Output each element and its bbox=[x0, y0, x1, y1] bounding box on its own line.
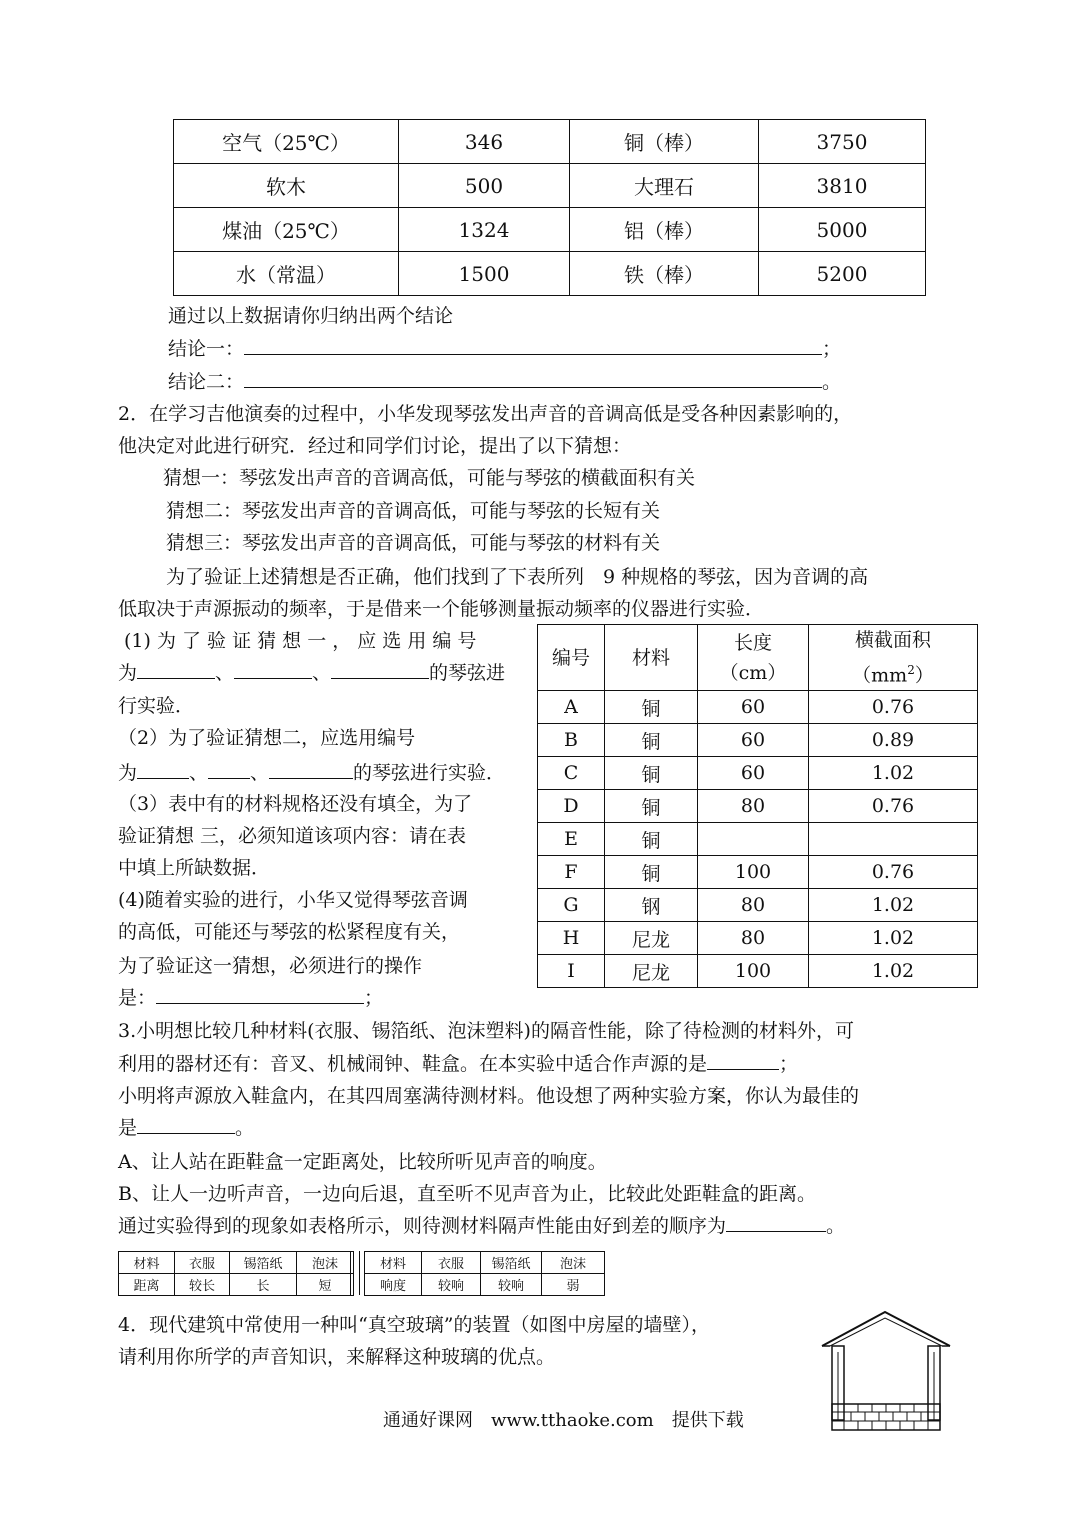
header-length-unit: （cm） bbox=[719, 661, 787, 684]
part2-sep-1: 、 bbox=[189, 762, 209, 784]
q3-line-2-text: 利用的器材还有：音叉、机械闹钟、鞋盒。在本实验中适合作声源的是 bbox=[118, 1053, 708, 1075]
speed-row bbox=[174, 164, 926, 208]
string-area-cell: 1.02 bbox=[809, 955, 978, 988]
string-len-cell: 60 bbox=[698, 757, 809, 790]
sound-source-blank[interactable] bbox=[707, 1051, 779, 1070]
q1-prompt: 通过以上数据请你归纳出两个结论 bbox=[168, 305, 454, 327]
string-area-cell: 0.76 bbox=[809, 790, 978, 823]
cell: 锡箔纸 bbox=[481, 1252, 542, 1274]
q3-line-4-text: 是 bbox=[118, 1117, 138, 1139]
string-mat-cell: 铜 bbox=[605, 823, 698, 856]
string-id-cell: D bbox=[538, 790, 605, 823]
string-row-d bbox=[538, 790, 978, 823]
string-spec-table bbox=[537, 624, 978, 988]
header-length bbox=[698, 625, 809, 691]
conclusion-2-blank[interactable] bbox=[244, 369, 822, 388]
cell: 长 bbox=[230, 1274, 297, 1296]
string-id-cell: A bbox=[538, 691, 605, 724]
cell: 材料 bbox=[119, 1252, 175, 1274]
string-row-c bbox=[538, 757, 978, 790]
conclusion-2-label: 结论二： bbox=[168, 371, 245, 393]
q2-part1-b bbox=[118, 657, 505, 689]
order-blank[interactable] bbox=[726, 1213, 826, 1232]
cell: 泡沫 bbox=[297, 1252, 354, 1274]
q2-part2-a: （2）为了验证猜想二，应选用编号 bbox=[118, 727, 416, 749]
speed-cell: 500 bbox=[399, 164, 570, 208]
guess-1: 猜想一：琴弦发出声音的音调高低，可能与琴弦的横截面积有关 bbox=[163, 467, 696, 489]
part4-blank[interactable] bbox=[156, 985, 364, 1004]
q3-line-1: 3.小明想比较几种材料(衣服、锡箔纸、泡沫塑料)的隔音性能，除了待检测的材料外，可 bbox=[118, 1020, 854, 1042]
string-len-cell[interactable] bbox=[698, 823, 809, 856]
q2-part2-for: 为 bbox=[118, 762, 138, 784]
header-area-unit bbox=[809, 655, 977, 690]
q2-part1-a: (1) 为 了 验 证 猜 想 一 ， 应 选 用 编 号 bbox=[124, 630, 477, 652]
medium-cell: 软木 bbox=[174, 164, 399, 208]
string-mat-cell: 铜 bbox=[605, 757, 698, 790]
part1-blank-3[interactable] bbox=[331, 660, 429, 679]
cell: 较响 bbox=[422, 1274, 481, 1296]
q2-part2-b bbox=[118, 757, 505, 789]
medium-cell: 铁（棒） bbox=[570, 252, 759, 296]
conclusion-2 bbox=[168, 366, 841, 398]
string-id-cell: I bbox=[538, 955, 605, 988]
cell: 响度 bbox=[365, 1274, 422, 1296]
cell: 衣服 bbox=[422, 1252, 481, 1274]
string-mat-cell: 铜 bbox=[605, 724, 698, 757]
medium-cell: 煤油（25℃） bbox=[174, 208, 399, 252]
conclusion-1-blank[interactable] bbox=[244, 336, 822, 355]
string-mat-cell: 铜 bbox=[605, 856, 698, 889]
part2-blank-1[interactable] bbox=[137, 760, 189, 779]
distance-table bbox=[118, 1251, 354, 1296]
string-row-g bbox=[538, 889, 978, 922]
speed-row bbox=[174, 120, 926, 164]
page-footer: 通通好课网 www.tthaoke.com 提供下载 bbox=[383, 1410, 744, 1431]
string-len-cell: 100 bbox=[698, 856, 809, 889]
string-mat-cell: 尼龙 bbox=[605, 955, 698, 988]
string-id-cell: B bbox=[538, 724, 605, 757]
string-row-f bbox=[538, 856, 978, 889]
area-unit-close: ） bbox=[914, 664, 934, 687]
string-area-cell: 0.76 bbox=[809, 691, 978, 724]
q3-line-4 bbox=[118, 1112, 254, 1144]
part1-blank-1[interactable] bbox=[137, 660, 215, 679]
cell: 较响 bbox=[481, 1274, 542, 1296]
part2-blank-2[interactable] bbox=[208, 760, 250, 779]
string-row-h bbox=[538, 922, 978, 955]
cell: 衣服 bbox=[175, 1252, 230, 1274]
string-area-cell: 1.02 bbox=[809, 757, 978, 790]
speed-cell: 5000 bbox=[759, 208, 926, 252]
mini-table-divider bbox=[350, 1251, 360, 1295]
cell: 材料 bbox=[365, 1252, 422, 1274]
cell: 泡沫 bbox=[542, 1252, 605, 1274]
part1-sep-1: 、 bbox=[215, 662, 235, 684]
string-table-header bbox=[538, 625, 978, 691]
string-len-cell: 80 bbox=[698, 922, 809, 955]
q3-option-b: B、让人一边听声音，一边向后退，直至听不见声音为止，比较此处距鞋盒的距离。 bbox=[118, 1183, 816, 1205]
q4-line-2: 请利用你所学的声音知识，来解释这种玻璃的优点。 bbox=[118, 1346, 556, 1368]
speed-cell: 3810 bbox=[759, 164, 926, 208]
string-id-cell: H bbox=[538, 922, 605, 955]
conclusion-1-label: 结论一： bbox=[168, 338, 245, 360]
conclusion-1-end: ； bbox=[822, 338, 842, 360]
string-area-cell: 0.89 bbox=[809, 724, 978, 757]
speed-row bbox=[174, 252, 926, 296]
loudness-table-row-1 bbox=[365, 1252, 605, 1274]
guess-3: 猜想三：琴弦发出声音的音调高低，可能与琴弦的材料有关 bbox=[166, 532, 661, 554]
speed-row bbox=[174, 208, 926, 252]
q2-part4-a: (4)随着实验的进行，小华又觉得琴弦音调 bbox=[118, 889, 468, 911]
cell: 较长 bbox=[175, 1274, 230, 1296]
distance-table-row-1 bbox=[119, 1252, 354, 1274]
conclusion-2-end: 。 bbox=[822, 371, 842, 393]
q2-part4-b: 的高低，可能还与琴弦的松紧程度有关， bbox=[118, 921, 461, 943]
q2-intro-2: 低取决于声源振动的频率，于是借来一个能够测量振动频率的仪器进行实验． bbox=[118, 598, 765, 620]
q2-part1-c: 行实验． bbox=[118, 695, 195, 717]
q2-part3-a: （3）表中有的材料规格还没有填全，为了 bbox=[118, 793, 473, 815]
q3-line-5 bbox=[118, 1210, 845, 1242]
string-id-cell: E bbox=[538, 823, 605, 856]
q3-line-3: 小明将声源放入鞋盒内，在其四周塞满待测材料。他设想了两种实验方案，你认为最佳的 bbox=[118, 1085, 860, 1107]
header-area-title: 横截面积 bbox=[854, 629, 931, 651]
q2-part1-for: 为 bbox=[118, 662, 138, 684]
guess-2: 猜想二：琴弦发出声音的音调高低，可能与琴弦的长短有关 bbox=[166, 500, 661, 522]
string-id-cell: F bbox=[538, 856, 605, 889]
cell: 距离 bbox=[119, 1274, 175, 1296]
header-area bbox=[809, 625, 978, 691]
conclusion-1 bbox=[168, 333, 841, 365]
string-mat-cell: 铜 bbox=[605, 790, 698, 823]
header-id: 编号 bbox=[538, 625, 605, 691]
q3-line-4-end: 。 bbox=[235, 1117, 255, 1139]
q2-line-2: 他决定对此进行研究．经过和同学们讨论，提出了以下猜想： bbox=[118, 435, 632, 457]
string-row-b bbox=[538, 724, 978, 757]
q2-part4-end: ； bbox=[364, 987, 384, 1009]
q3-line-2-end: ； bbox=[779, 1053, 799, 1075]
speed-cell: 5200 bbox=[759, 252, 926, 296]
string-mat-cell: 铜 bbox=[605, 691, 698, 724]
string-mat-cell: 尼龙 bbox=[605, 922, 698, 955]
q3-line-5-end: 。 bbox=[826, 1215, 846, 1237]
header-material: 材料 bbox=[605, 625, 698, 691]
loudness-table bbox=[364, 1251, 605, 1296]
q2-intro-1: 为了验证上述猜想是否正确，他们找到了下表所列 9 种规格的琴弦，因为音调的高 bbox=[166, 566, 869, 588]
q4-line-1: 4．现代建筑中常使用一种叫“真空玻璃”的装置（如图中房屋的墙壁）， bbox=[118, 1314, 711, 1336]
speed-cell: 1324 bbox=[399, 208, 570, 252]
string-row-a bbox=[538, 691, 978, 724]
part1-blank-2[interactable] bbox=[234, 660, 312, 679]
part1-sep-2: 、 bbox=[312, 662, 332, 684]
distance-table-row-2 bbox=[119, 1274, 354, 1296]
cell: 弱 bbox=[542, 1274, 605, 1296]
q2-part4-is: 是： bbox=[118, 987, 157, 1009]
string-len-cell: 60 bbox=[698, 691, 809, 724]
header-length-title: 长度 bbox=[733, 631, 772, 654]
medium-cell: 空气（25℃） bbox=[174, 120, 399, 164]
string-id-cell: C bbox=[538, 757, 605, 790]
string-len-cell: 60 bbox=[698, 724, 809, 757]
q2-part4-c: 为了验证这一猜想，必须进行的操作 bbox=[118, 955, 423, 977]
q3-line-2 bbox=[118, 1048, 798, 1080]
cell: 短 bbox=[297, 1274, 354, 1296]
q3-option-a: A、让人站在距鞋盒一定距离处，比较所听见声音的响度。 bbox=[118, 1151, 607, 1173]
string-area-cell[interactable] bbox=[809, 823, 978, 856]
string-mat-cell: 钢 bbox=[605, 889, 698, 922]
medium-cell: 大理石 bbox=[570, 164, 759, 208]
q3-line-5-text: 通过实验得到的现象如表格所示，则待测材料隔声性能由好到差的顺序为 bbox=[118, 1215, 727, 1237]
part2-blank-3[interactable] bbox=[269, 760, 353, 779]
q2-part2-tail: 的琴弦进行实验． bbox=[353, 762, 506, 784]
string-id-cell: G bbox=[538, 889, 605, 922]
string-len-cell: 80 bbox=[698, 889, 809, 922]
vacuum-glass-house-figure bbox=[818, 1308, 954, 1434]
best-plan-blank[interactable] bbox=[137, 1115, 235, 1134]
q2-part3-b: 验证猜想 三，必须知道该项内容：请在表 bbox=[118, 825, 467, 847]
speed-cell: 346 bbox=[399, 120, 570, 164]
area-unit-sup: 2 bbox=[907, 663, 915, 677]
string-area-cell: 1.02 bbox=[809, 922, 978, 955]
cell: 锡箔纸 bbox=[230, 1252, 297, 1274]
loudness-table-row-2 bbox=[365, 1274, 605, 1296]
string-row-e bbox=[538, 823, 978, 856]
medium-cell: 铝（棒） bbox=[570, 208, 759, 252]
string-area-cell: 1.02 bbox=[809, 889, 978, 922]
string-len-cell: 80 bbox=[698, 790, 809, 823]
speed-cell: 3750 bbox=[759, 120, 926, 164]
string-row-i bbox=[538, 955, 978, 988]
string-len-cell: 100 bbox=[698, 955, 809, 988]
sound-speed-table bbox=[173, 119, 926, 296]
medium-cell: 铜（棒） bbox=[570, 120, 759, 164]
speed-cell: 1500 bbox=[399, 252, 570, 296]
string-area-cell: 0.76 bbox=[809, 856, 978, 889]
q2-line-1: 2．在学习吉他演奏的过程中，小华发现琴弦发出声音的音调高低是受各种因素影响的， bbox=[118, 403, 853, 425]
q2-part4-d bbox=[118, 982, 383, 1014]
area-unit-open: （mm bbox=[852, 664, 908, 687]
part2-sep-2: 、 bbox=[250, 762, 270, 784]
medium-cell: 水（常温） bbox=[174, 252, 399, 296]
q2-part3-c: 中填上所缺数据． bbox=[118, 857, 271, 879]
q2-part1-tail: 的琴弦进 bbox=[429, 662, 506, 684]
